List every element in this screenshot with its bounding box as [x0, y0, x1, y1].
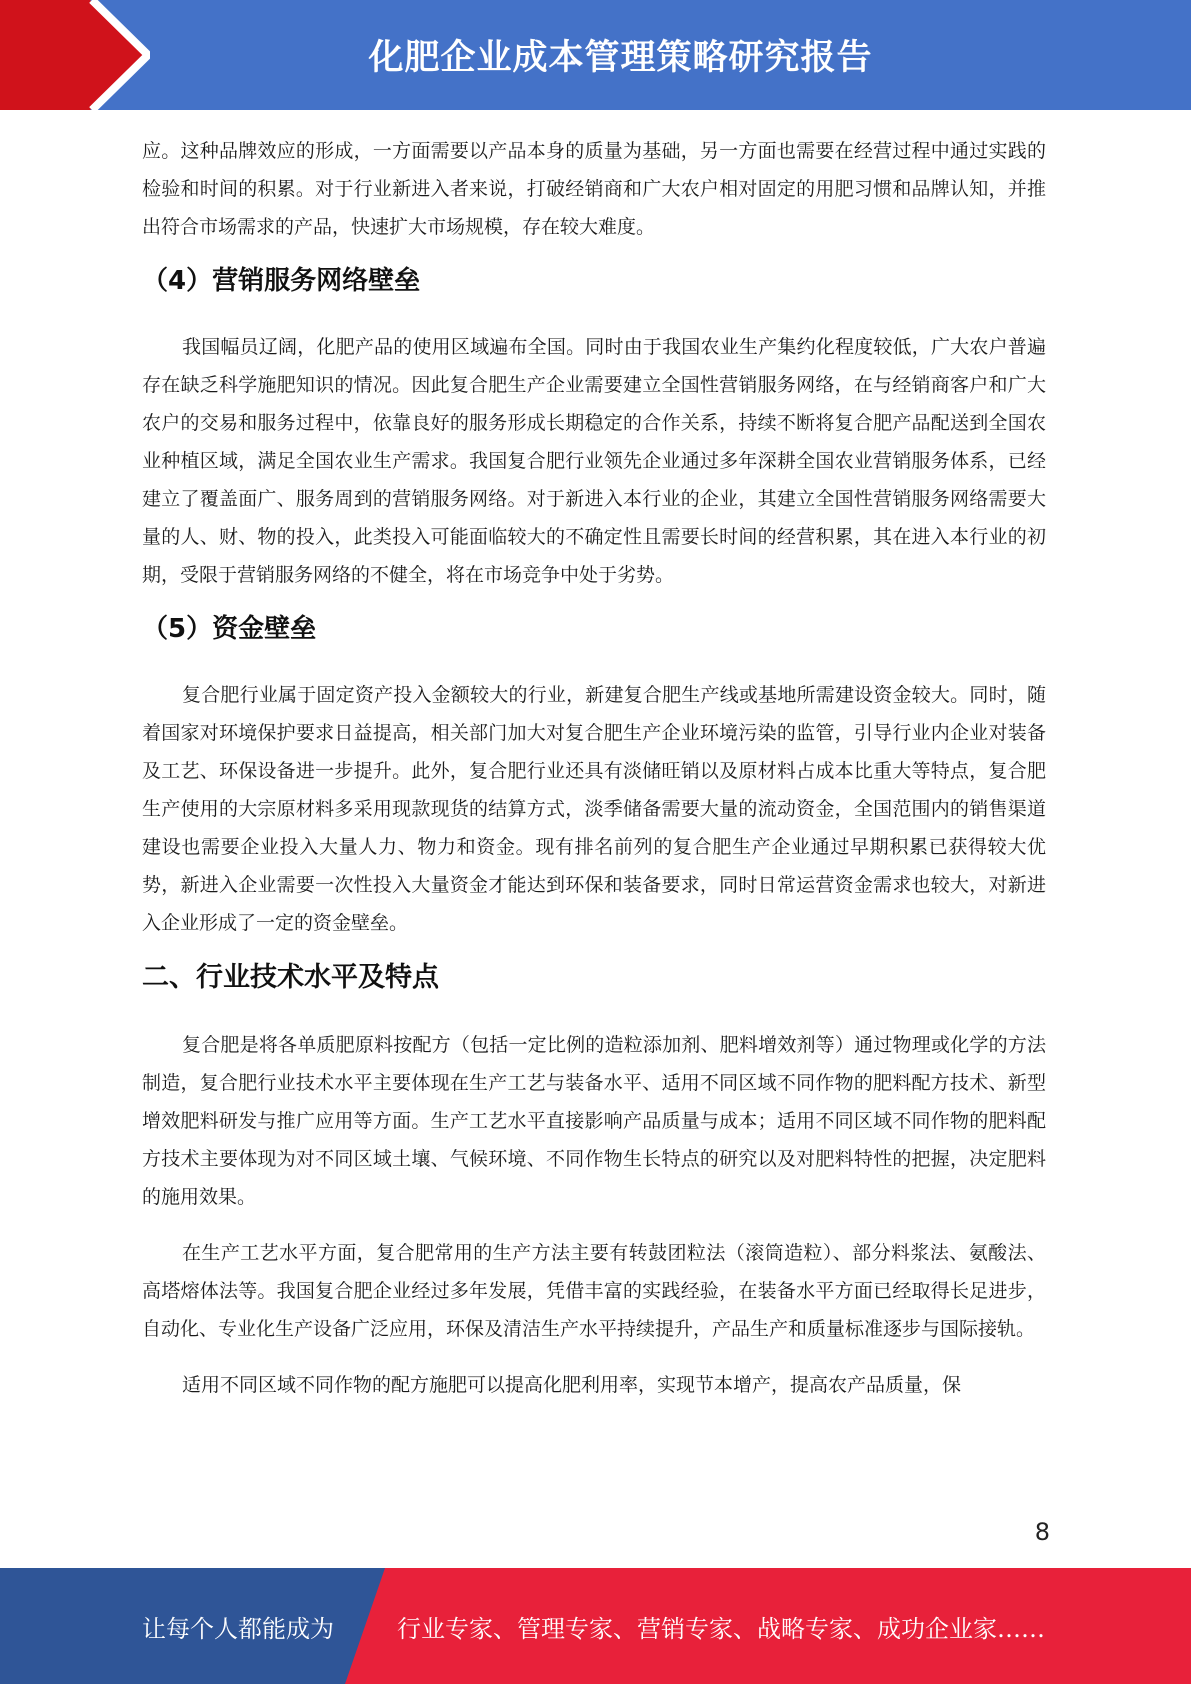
- paragraph-technology-3: 适用不同区域不同作物的配方施肥可以提高化肥利用率，实现节本增产，提高农产品质量，保: [182, 1374, 962, 1396]
- footer-slogan-right: 行业专家、管理专家、营销专家、战略专家、成功企业家……: [397, 1614, 1045, 1643]
- paragraph-technology-1: 复合肥是将各单质肥原料按配方（包括一定比例的造粒添加剂、肥料增效剂等）通过物理或化学的方法制造，复合肥行业技术水平主要体现在生产工艺与装备水平、适用不同区域不同作物的肥料配方技术、新型增效肥料研发与推广应用等方面。生产工艺水平直接影响产品质量与成本；适用不同区域不同作物的肥料配方技术主要体现为对不同区域土壤、气候环境、不同作物生长特点的研究以及对肥料特性的把握，决定肥料的施用效果。: [142, 1034, 1046, 1208]
- header-arrow-decoration: [0, 0, 150, 110]
- page-content: [142, 132, 1046, 1404]
- footer-slogan-left: 让每个人都能成为: [142, 1614, 334, 1643]
- header-bar: [0, 0, 1191, 110]
- document-title: 化肥企业成本管理策略研究报告: [368, 38, 873, 78]
- heading-marketing-network-barrier: （4）营销服务网络壁垒: [142, 266, 421, 296]
- paragraph-intro: 应。这种品牌效应的形成，一方面需要以产品本身的质量为基础，另一方面也需要在经营过程中通过实践的检验和时间的积累。对于行业新进入者来说，打破经销商和广大农户相对固定的用肥习惯和品牌认知，并推出符合市场需求的产品，快速扩大市场规模，存在较大难度。: [142, 140, 1046, 238]
- footer-banner: [0, 1568, 1191, 1684]
- page-number: 8: [1034, 1518, 1050, 1546]
- paragraph-capital: 复合肥行业属于固定资产投入金额较大的行业，新建复合肥生产线或基地所需建设资金较大。同时，随着国家对环境保护要求日益提高，相关部门加大对复合肥生产企业环境污染的监管，引导行业内企业对装备及工艺、环保设备进一步提升。此外，复合肥行业还具有淡储旺销以及原材料占成本比重大等特点，复合肥生产使用的大宗原材料多采用现款现货的结算方式，淡季储备需要大量的流动资金，全国范围内的销售渠道建设也需要企业投入大量人力、物力和资金。现有排名前列的复合肥生产企业通过早期积累已获得较大优势，新进入企业需要一次性投入大量资金才能达到环保和装备要求，同时日常运营资金需求也较大，对新进入企业形成了一定的资金壁垒。: [142, 684, 1046, 934]
- heading-capital-barrier: （5）资金壁垒: [142, 614, 317, 644]
- paragraph-marketing-network: 我国幅员辽阔，化肥产品的使用区域遍布全国。同时由于我国农业生产集约化程度较低，广大农户普遍存在缺乏科学施肥知识的情况。因此复合肥生产企业需要建立全国性营销服务网络，在与经销商客户和广大农户的交易和服务过程中，依靠良好的服务形成长期稳定的合作关系，持续不断将复合肥产品配送到全国农业种植区域，满足全国农业生产需求。我国复合肥行业领先企业通过多年深耕全国农业营销服务体系，已经建立了覆盖面广、服务周到的营销服务网络。对于新进入本行业的企业，其建立全国性营销服务网络需要大量的人、财、物的投入，此类投入可能面临较大的不确定性且需要长时间的经营积累，其在进入本行业的初期，受限于营销服务网络的不健全，将在市场竞争中处于劣势。: [142, 336, 1046, 586]
- heading-section-technology: 二、行业技术水平及特点: [142, 962, 439, 993]
- paragraph-technology-2: 在生产工艺水平方面，复合肥常用的生产方法主要有转鼓团粒法（滚筒造粒）、部分料浆法、氨酸法、高塔熔体法等。我国复合肥企业经过多年发展，凭借丰富的实践经验，在装备水平方面已经取得长足进步，自动化、专业化生产设备广泛应用，环保及清洁生产水平持续提升，产品生产和质量标准逐步与国际接轨。: [142, 1242, 1046, 1340]
